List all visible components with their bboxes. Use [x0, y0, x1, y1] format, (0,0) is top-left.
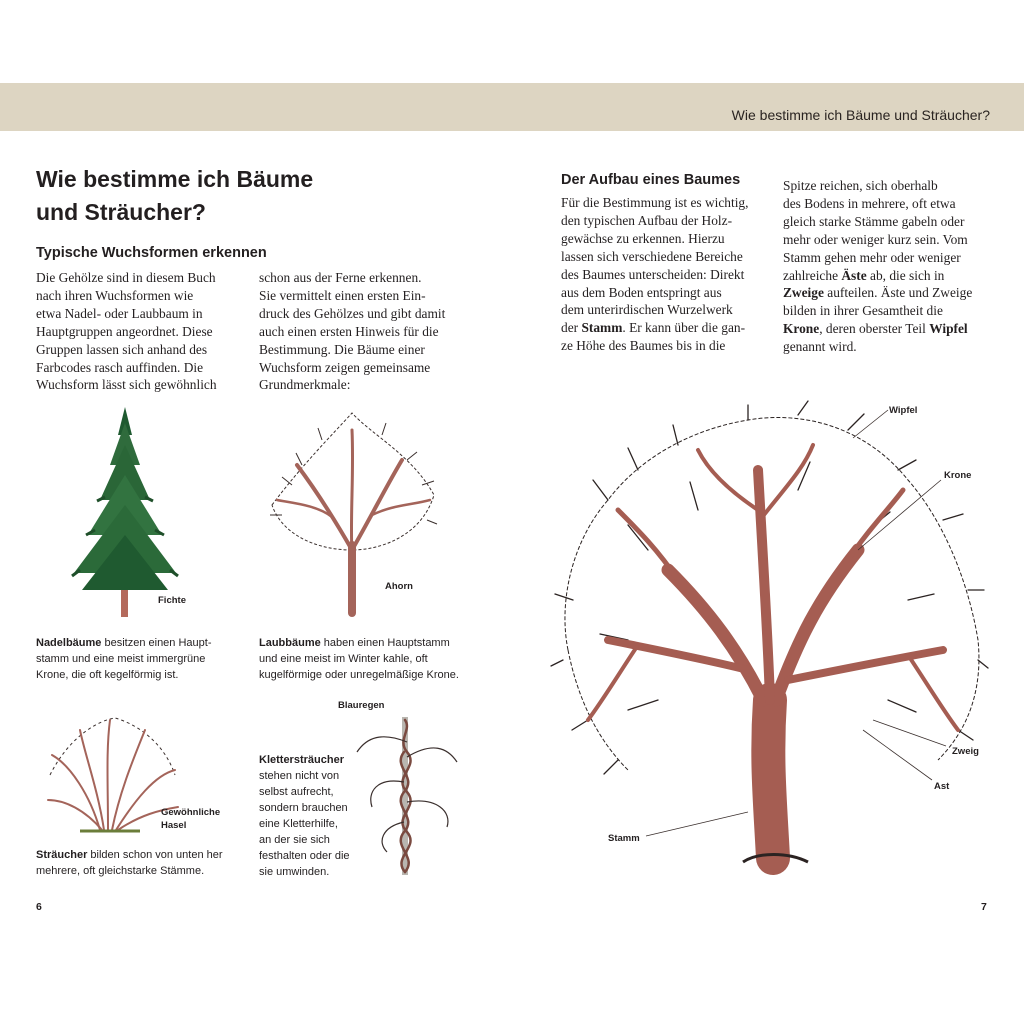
label-fichte: Fichte — [158, 595, 186, 606]
term-wipfel: Wipfel — [929, 321, 968, 337]
caption-term: Laubbäume — [259, 637, 321, 649]
text-fragment: der — [561, 320, 582, 336]
term-stamm: Stamm — [581, 320, 623, 336]
label-ast: Ast — [934, 781, 950, 792]
text-line: gleich starke Stämme gabeln oder — [783, 213, 965, 229]
text-line: lassen sich verschiedene Bereiche — [561, 248, 743, 264]
tree-structure-illustration — [548, 400, 988, 870]
label-ahorn: Ahorn — [385, 581, 413, 592]
caption-text: sondern brauchen — [259, 802, 348, 814]
maple-illustration — [262, 405, 440, 617]
text-fragment: aufteilen. Äste und Zweige — [823, 285, 973, 301]
text-line: Wuchsform zeigen gemeinsame — [259, 359, 431, 375]
text-line: genannt wird. — [783, 339, 857, 355]
caption-text: sie umwinden. — [259, 866, 330, 878]
caption-text: bilden schon von unten her — [87, 849, 223, 861]
page-title-line-1: Wie bestimme ich Bäume — [36, 166, 314, 192]
text-line: Hauptgruppen angeordnet. Diese — [36, 323, 213, 339]
text-line: Spitze reichen, sich oberhalb — [783, 178, 938, 193]
text-line: gewächse zu erkennen. Hierzu — [561, 230, 725, 246]
caption-text: stehen nicht von — [259, 770, 340, 782]
header-title: Wie bestimme ich Bäume und Sträucher? — [731, 107, 990, 123]
caption-text: kugelförmige oder unregelmäßige Krone. — [259, 669, 459, 681]
caption-text: an der sie sich — [259, 834, 330, 846]
caption-text: festhalten oder die — [259, 850, 350, 862]
text-line: Grundmerkmale: — [259, 377, 351, 393]
label-zweig: Zweig — [952, 746, 979, 757]
caption-text: Krone, die oft kegelförmig ist. — [36, 669, 179, 681]
caption-text: selbst aufrecht, — [259, 786, 334, 798]
text-column-4 — [783, 177, 998, 356]
label-blauregen: Blauregen — [338, 700, 385, 711]
text-line: Stamm gehen mehr oder weniger — [783, 249, 961, 265]
text-fragment: ab, die sich in — [866, 267, 945, 283]
text-fragment: , deren oberster Teil — [819, 321, 930, 337]
text-line: aus dem Boden entspringt aus — [561, 284, 722, 300]
page-title — [36, 163, 376, 229]
caption-laubbaeume — [259, 635, 489, 683]
header-band — [0, 83, 1024, 131]
caption-nadelbaeume — [36, 635, 251, 683]
text-column-2 — [259, 269, 479, 394]
label-stamm: Stamm — [608, 833, 640, 844]
page-title-line-2: und Sträucher? — [36, 199, 206, 225]
text-line: Sie vermittelt einen ersten Ein- — [259, 287, 426, 303]
text-line: ze Höhe des Baumes bis in die — [561, 338, 726, 354]
text-line: Bestimmung. Die Bäume einer — [259, 341, 425, 357]
term-aeste: Äste — [841, 267, 867, 283]
text-line: mehr oder weniger kurz sein. Vom — [783, 231, 968, 247]
caption-klettersträucher — [259, 752, 379, 880]
caption-text: mehrere, oft gleichstarke Stämme. — [36, 865, 205, 877]
text-line: Für die Bestimmung ist es wichtig, — [561, 195, 749, 210]
text-line: den typischen Aufbau der Holz- — [561, 212, 733, 228]
text-column-1 — [36, 269, 251, 394]
label-hasel-line-2: Hasel — [161, 820, 187, 831]
text-line: des Baumes unterscheiden: Direkt — [561, 266, 745, 282]
text-line: Die Gehölze sind in diesem Buch — [36, 270, 216, 285]
text-line: druck des Gehölzes und gibt damit — [259, 305, 446, 321]
label-hasel-line-1: Gewöhnliche — [161, 807, 221, 818]
label-wipfel: Wipfel — [889, 405, 918, 416]
caption-text: eine Kletterhilfe, — [259, 818, 338, 830]
text-line: nach ihren Wuchsformen wie — [36, 287, 194, 303]
caption-text: und eine meist im Winter kahle, oft — [259, 653, 428, 665]
hazel-shrub-illustration — [40, 715, 180, 833]
text-line: des Bodens in mehrere, oft etwa — [783, 195, 956, 211]
text-column-3 — [561, 194, 776, 355]
caption-term: Sträucher — [36, 849, 88, 861]
text-line: Wuchsform lässt sich gewöhnlich — [36, 377, 217, 393]
text-line: etwa Nadel- oder Laubbaum in — [36, 305, 203, 321]
section-heading-aufbau: Der Aufbau eines Baumes — [561, 172, 741, 188]
page-number-left: 6 — [36, 901, 42, 913]
caption-straeucher — [36, 847, 251, 879]
caption-term: Nadelbäume — [36, 637, 102, 649]
page-number-right: 7 — [981, 901, 987, 913]
text-fragment: . Er kann über die gan- — [622, 320, 746, 336]
text-line: bilden in ihrer Gesamtheit die — [783, 303, 943, 319]
text-line: Gruppen lassen sich anhand des — [36, 341, 208, 357]
term-zweige: Zweige — [783, 285, 824, 301]
text-line: auch einen ersten Hinweis für die — [259, 323, 439, 339]
text-line: dem unterirdischen Wurzelwerk — [561, 302, 733, 318]
caption-text: haben einen Hauptstamm — [320, 637, 450, 649]
text-line: Farbcodes rasch auffinden. Die — [36, 359, 204, 375]
caption-text: stamm und eine meist immergrüne — [36, 653, 206, 665]
caption-term: Klettersträucher — [259, 754, 344, 766]
label-hasel — [161, 806, 220, 832]
caption-text: besitzen einen Haupt- — [101, 637, 212, 649]
term-krone: Krone — [783, 321, 820, 337]
label-krone: Krone — [944, 470, 972, 481]
text-fragment: zahlreiche — [783, 267, 842, 283]
text-line: schon aus der Ferne erkennen. — [259, 270, 422, 285]
section-heading-wuchsformen: Typische Wuchsformen erkennen — [36, 245, 267, 261]
spruce-illustration — [60, 405, 190, 620]
